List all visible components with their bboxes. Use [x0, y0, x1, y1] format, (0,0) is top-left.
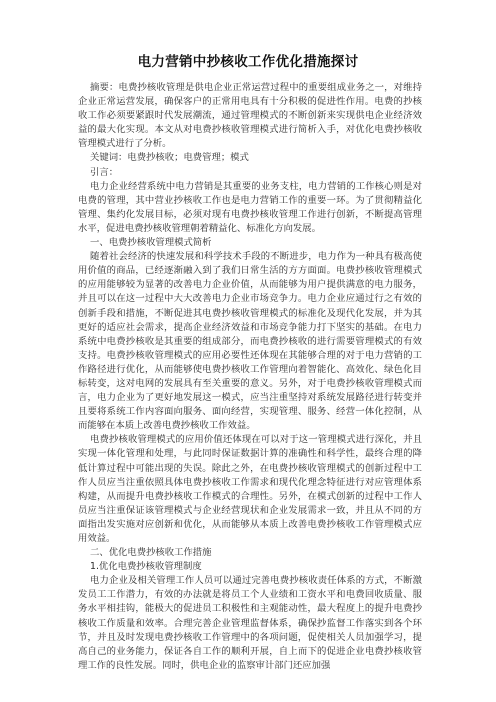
section-1-paragraph-2: 电费抄核收管理模式的应用价值还体现在可以对于这一管理模式进行深化，并且实现一体化管理和处理，与此同时保证数据计算的准确性和科学性，最终合理的降低计算过程中可能出现的失误。除此之外，在电费抄核收管理模式的创新过程中工作人员应当注重依照具体电费抄核收工作需求和现代化理念特征进行对应管理体系构建，从而提升电费抄核收工作模式的合理性。另外，在模式创新的过程中工作人员应当注重保证该管理模式与企业经营现状和企业发展需求一致，并且从不同的方面指出发实施对应创新和优化，从而能够从本质上改善电费抄核收工作管理模式应用效益。: [78, 434, 422, 544]
document-body: [78, 81, 422, 673]
subsection-1-paragraph-1: 电力企业及相关管理工作人员可以通过完善电费抄核收责任体系的方式，不断激发员工工作潜力，有效的办法就是将员工个人业绩和工资水平和电费回收质量、服务水平相挂钩，能极大的促进员工积极性和主观能动性，最大程度上的提升电费抄核收工作质量和效率。合理完善企业管理监督体系，确保抄监督工作落实到各个环节，并且及时发现电费抄核收工作管理中的各项问题，促使相关人员加强学习，提高自己的业务能力，保证各自工作的顺利开展，自上而下的促进企业电费抄核收管理工作的良性发展。同时，供电企业的监察审计部门还应加强: [78, 575, 422, 671]
keywords-line: 关键词：电费抄核收；电费管理；模式: [90, 152, 249, 164]
section-1-paragraph-1: 随着社会经济的快速发展和科学技术手段的不断进步，电力作为一种具有极高使用价值的商品，已经逐渐融入到了我们日常生活的方方面面。电费抄核收管理模式的应用能够较为显著的改善电力企业价值，从而能够为用户提供满意的电力服务，并且可以在这一过程中大大改善电力企业市场竞争力。电力企业应通过行之有效的创新手段和措施，不断促进其电费抄核收管理模式的标准化及现代化发展，并为其更好的适应社会需求，提高企业经济效益和市场竞争能力打下坚实的基础。在电力系统中电费抄核收是其重要的组成部分，而电费抄核收的进行需要管理模式的有效支持。电费抄核收管理模式的应用必要性还体现在其能够合理的对于电力营销的工作路径进行优化，从而能够使电费抄核收工作管理向着智能化、高效化、绿色化目标转变，这对电网的发展具有至关重要的意义。另外，对于电费抄核收管理模式而言，电力企业为了更好地发展这一模式，应当注重坚持对系统发展路径进行转变并且要将系统工作内容面向服务、面向经营，实现管理、服务、经营一体化控制，从而能够在本质上改善电费抄核收工作效益。: [78, 251, 422, 432]
section-2-heading: 二、优化电费抄核收工作措施: [90, 547, 212, 559]
intro-paragraph: 电力企业经营系统中电力营销是其重要的业务支柱，电力营销的工作核心则是对电费的管理，其中营业抄核收工作也是电力营销工作的重要一环。为了贯彻精益化管理、集约化发展目标，必须对现有电费抄核收管理工作进行创新，不断提高管理水平，促进电费抄核收管理朝着精益化、标准化方向发展。: [78, 180, 422, 234]
document-title: 电力营销中抄核收工作优化措施探讨: [137, 54, 359, 70]
section-1-heading: 一、电费抄核收管理模式简析: [90, 237, 212, 249]
subsection-1-heading: 1.优化电费抄核收管理制度: [90, 561, 202, 573]
intro-heading: 引言：: [90, 166, 119, 178]
abstract-paragraph: 摘要：电费抄核收管理是供电企业正常运营过程中的重要组成业务之一，对维持企业正常运营发展，确保客户的正常用电具有十分积极的促进性作用。电费的抄核收工作必须要紧跟时代发展潮流，通过管理模式的不断创新来实现供电企业经济效益的最大化实现。本文从对电费抄核收管理模式进行简析入手，对优化电费抄核收管理模式进行了分析。: [78, 82, 422, 150]
